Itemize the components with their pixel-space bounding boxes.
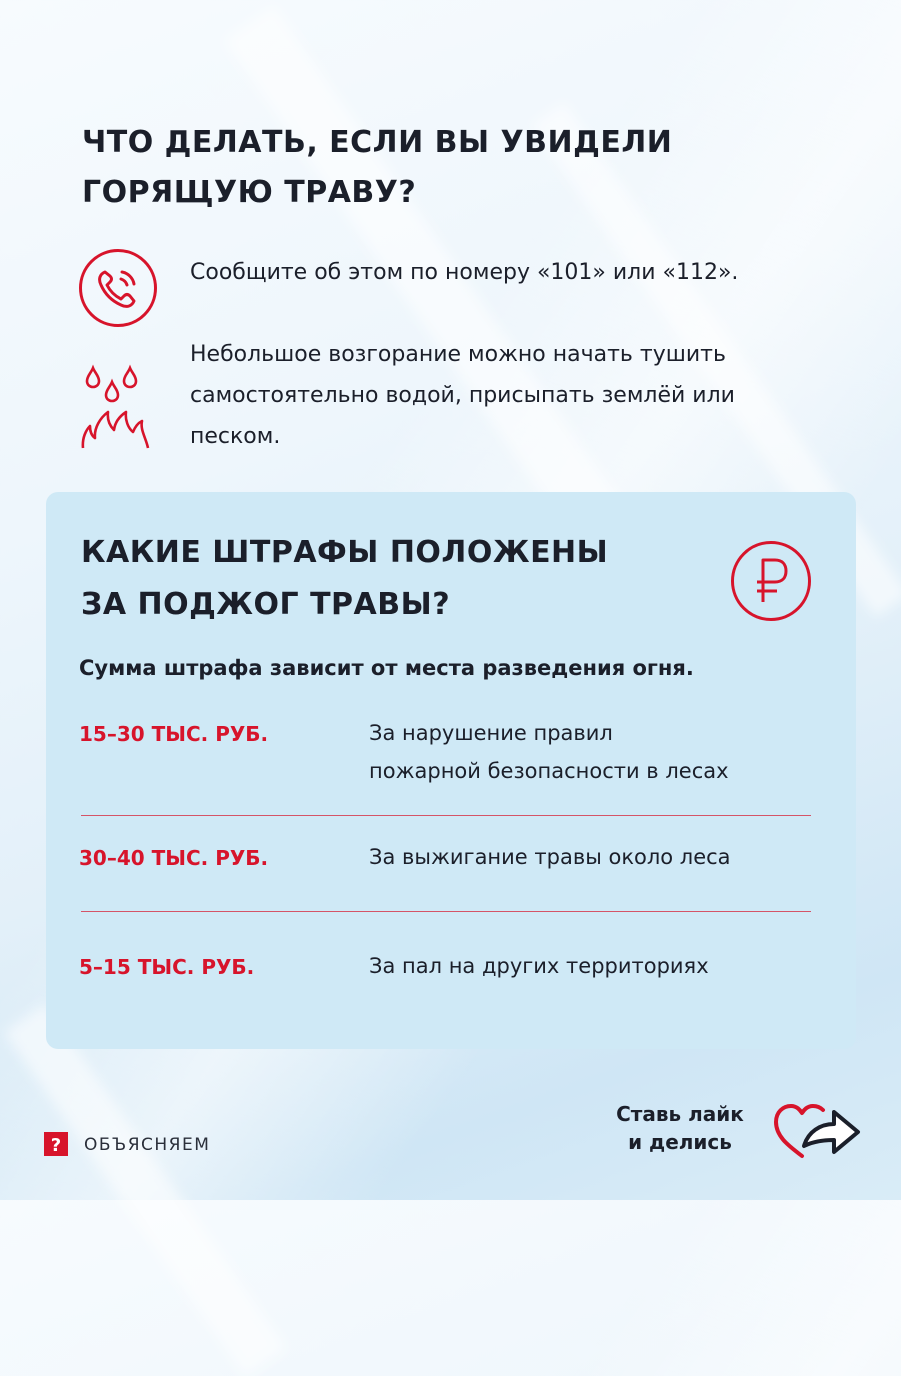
phone-icon: [78, 248, 158, 328]
fine-description: [369, 838, 731, 876]
like-share-icon[interactable]: [772, 1100, 864, 1160]
instruction-line: Небольшое возгорание можно начать тушить: [190, 342, 726, 367]
brand-logo: [44, 1132, 68, 1156]
fine-description-line: За пал на других территориях: [369, 954, 709, 978]
fines-card: [46, 492, 856, 1049]
section-title-what-to-do: [82, 118, 672, 218]
fine-amount: 5–15 ТЫС. РУБ.: [79, 955, 255, 979]
brand-mark: ?: [50, 1135, 62, 1156]
fine-amount: 15–30 ТЫС. РУБ.: [79, 722, 269, 746]
section-title-fines: [81, 527, 608, 631]
cta-line: и делись: [628, 1130, 732, 1154]
title-line: КАКИЕ ШТРАФЫ ПОЛОЖЕНЫ: [81, 535, 609, 570]
title-line: ЧТО ДЕЛАТЬ, ЕСЛИ ВЫ УВИДЕЛИ: [82, 125, 673, 160]
instruction-extinguish: [190, 334, 735, 457]
instruction-line: Сообщите об этом по номеру «101» или «112».: [190, 260, 739, 285]
fine-description: [369, 714, 729, 790]
fines-subtitle: Сумма штрафа зависит от места разведения огня.: [79, 656, 694, 680]
brand-name: ОБЪЯСНЯЕМ: [84, 1135, 211, 1155]
fine-description-line: За нарушение правил: [369, 721, 613, 745]
title-line: ГОРЯЩУЮ ТРАВУ?: [82, 175, 417, 210]
title-line: ЗА ПОДЖОГ ТРАВЫ?: [81, 587, 451, 622]
fine-description-line: пожарной безопасности в лесах: [369, 759, 729, 783]
fine-amount: 30–40 ТЫС. РУБ.: [79, 846, 269, 870]
ruble-icon: [730, 540, 812, 622]
instruction-line: песком.: [190, 424, 281, 449]
fine-description-line: За выжигание травы около леса: [369, 845, 731, 869]
divider: [81, 815, 811, 816]
instruction-call: [190, 252, 738, 293]
fine-description: [369, 947, 709, 985]
cta-line: Ставь лайк: [616, 1102, 744, 1126]
share-cta: [600, 1100, 760, 1156]
divider: [81, 911, 811, 912]
instruction-line: самостоятельно водой, присыпать землёй или: [190, 383, 735, 408]
fire-icon: [80, 360, 154, 452]
